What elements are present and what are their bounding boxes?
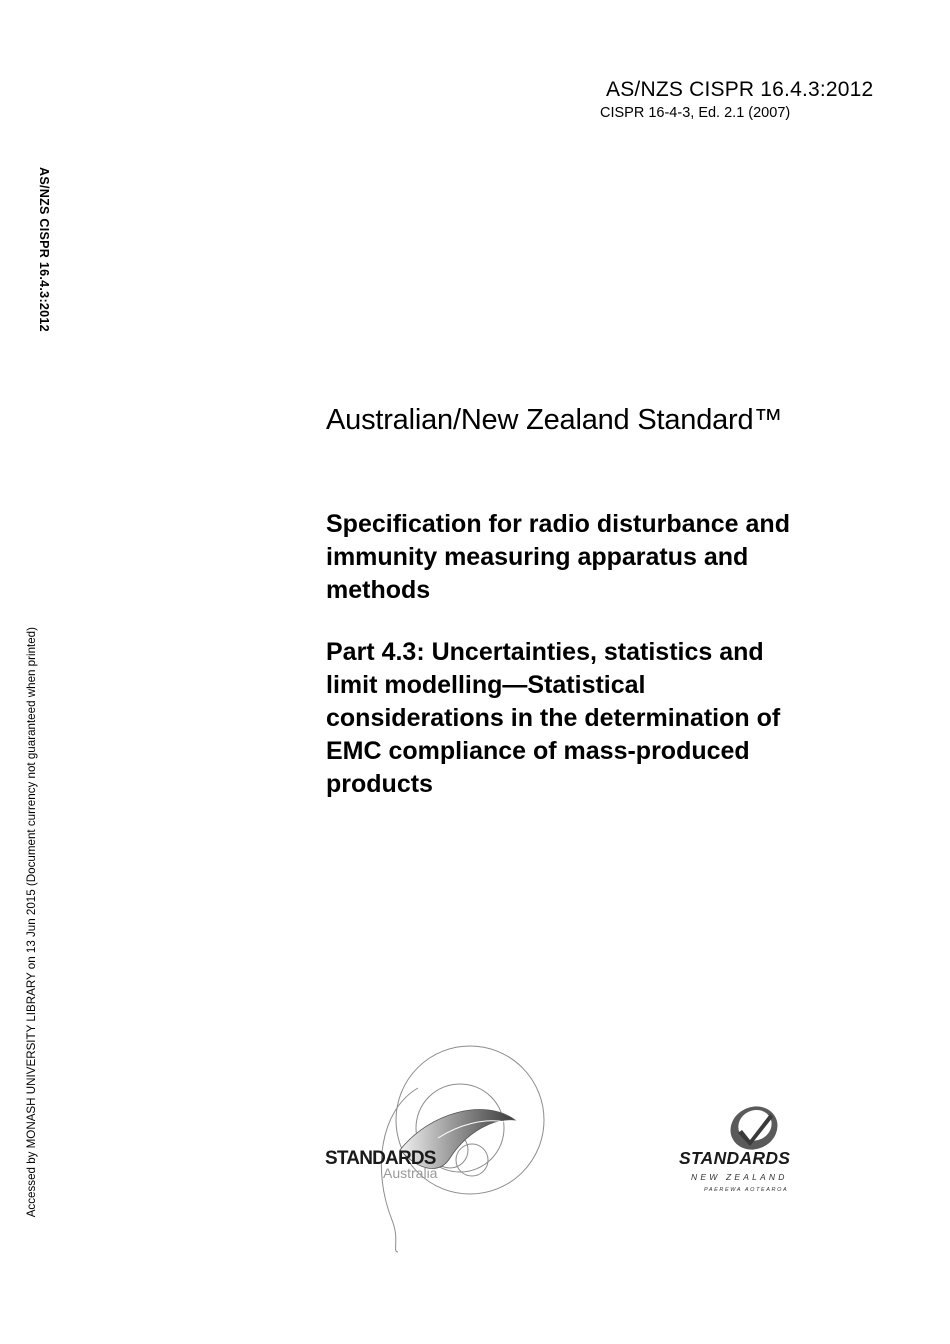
main-title-line: immunity measuring apparatus and xyxy=(326,543,749,571)
part-title-line: considerations in the determination of xyxy=(326,704,781,732)
part-title-line: limit modelling—Statistical xyxy=(326,671,646,699)
part-title-line: products xyxy=(326,770,433,798)
access-note-container xyxy=(18,596,44,1248)
part-title-line: EMC compliance of mass-produced xyxy=(326,737,750,765)
standards-australia-wordmark: STANDARDS xyxy=(325,1148,436,1169)
standards-nz-maori: PAEREWA AOTEAROA xyxy=(704,1187,789,1193)
standard-number: AS/NZS CISPR 16.4.3:2012 xyxy=(606,78,874,101)
iec-reference: CISPR 16-4-3, Ed. 2.1 (2007) xyxy=(600,105,791,121)
standards-nz-wordmark: STANDARDS xyxy=(679,1148,791,1168)
document-type: Australian/New Zealand Standard™ xyxy=(326,404,783,436)
part-title xyxy=(326,636,886,801)
part-title-line: Part 4.3: Uncertainties, statistics and xyxy=(326,638,764,666)
main-title-line: Specification for radio disturbance and xyxy=(326,510,790,538)
main-title xyxy=(326,508,886,607)
standards-australia-subtitle: Australia xyxy=(383,1165,438,1181)
standards-nz-country: NEW ZEALAND xyxy=(691,1172,788,1182)
standards-nz-logo xyxy=(672,1100,842,1196)
access-note: Accessed by MONASH UNIVERSITY LIBRARY on 13 Jun 2015 (Document currency not guaranteed when printed) xyxy=(24,626,38,1218)
spine-label: AS/NZS CISPR 16.4.3:2012 xyxy=(37,167,51,332)
standards-australia-logo xyxy=(300,1040,560,1260)
main-title-line: methods xyxy=(326,576,431,604)
